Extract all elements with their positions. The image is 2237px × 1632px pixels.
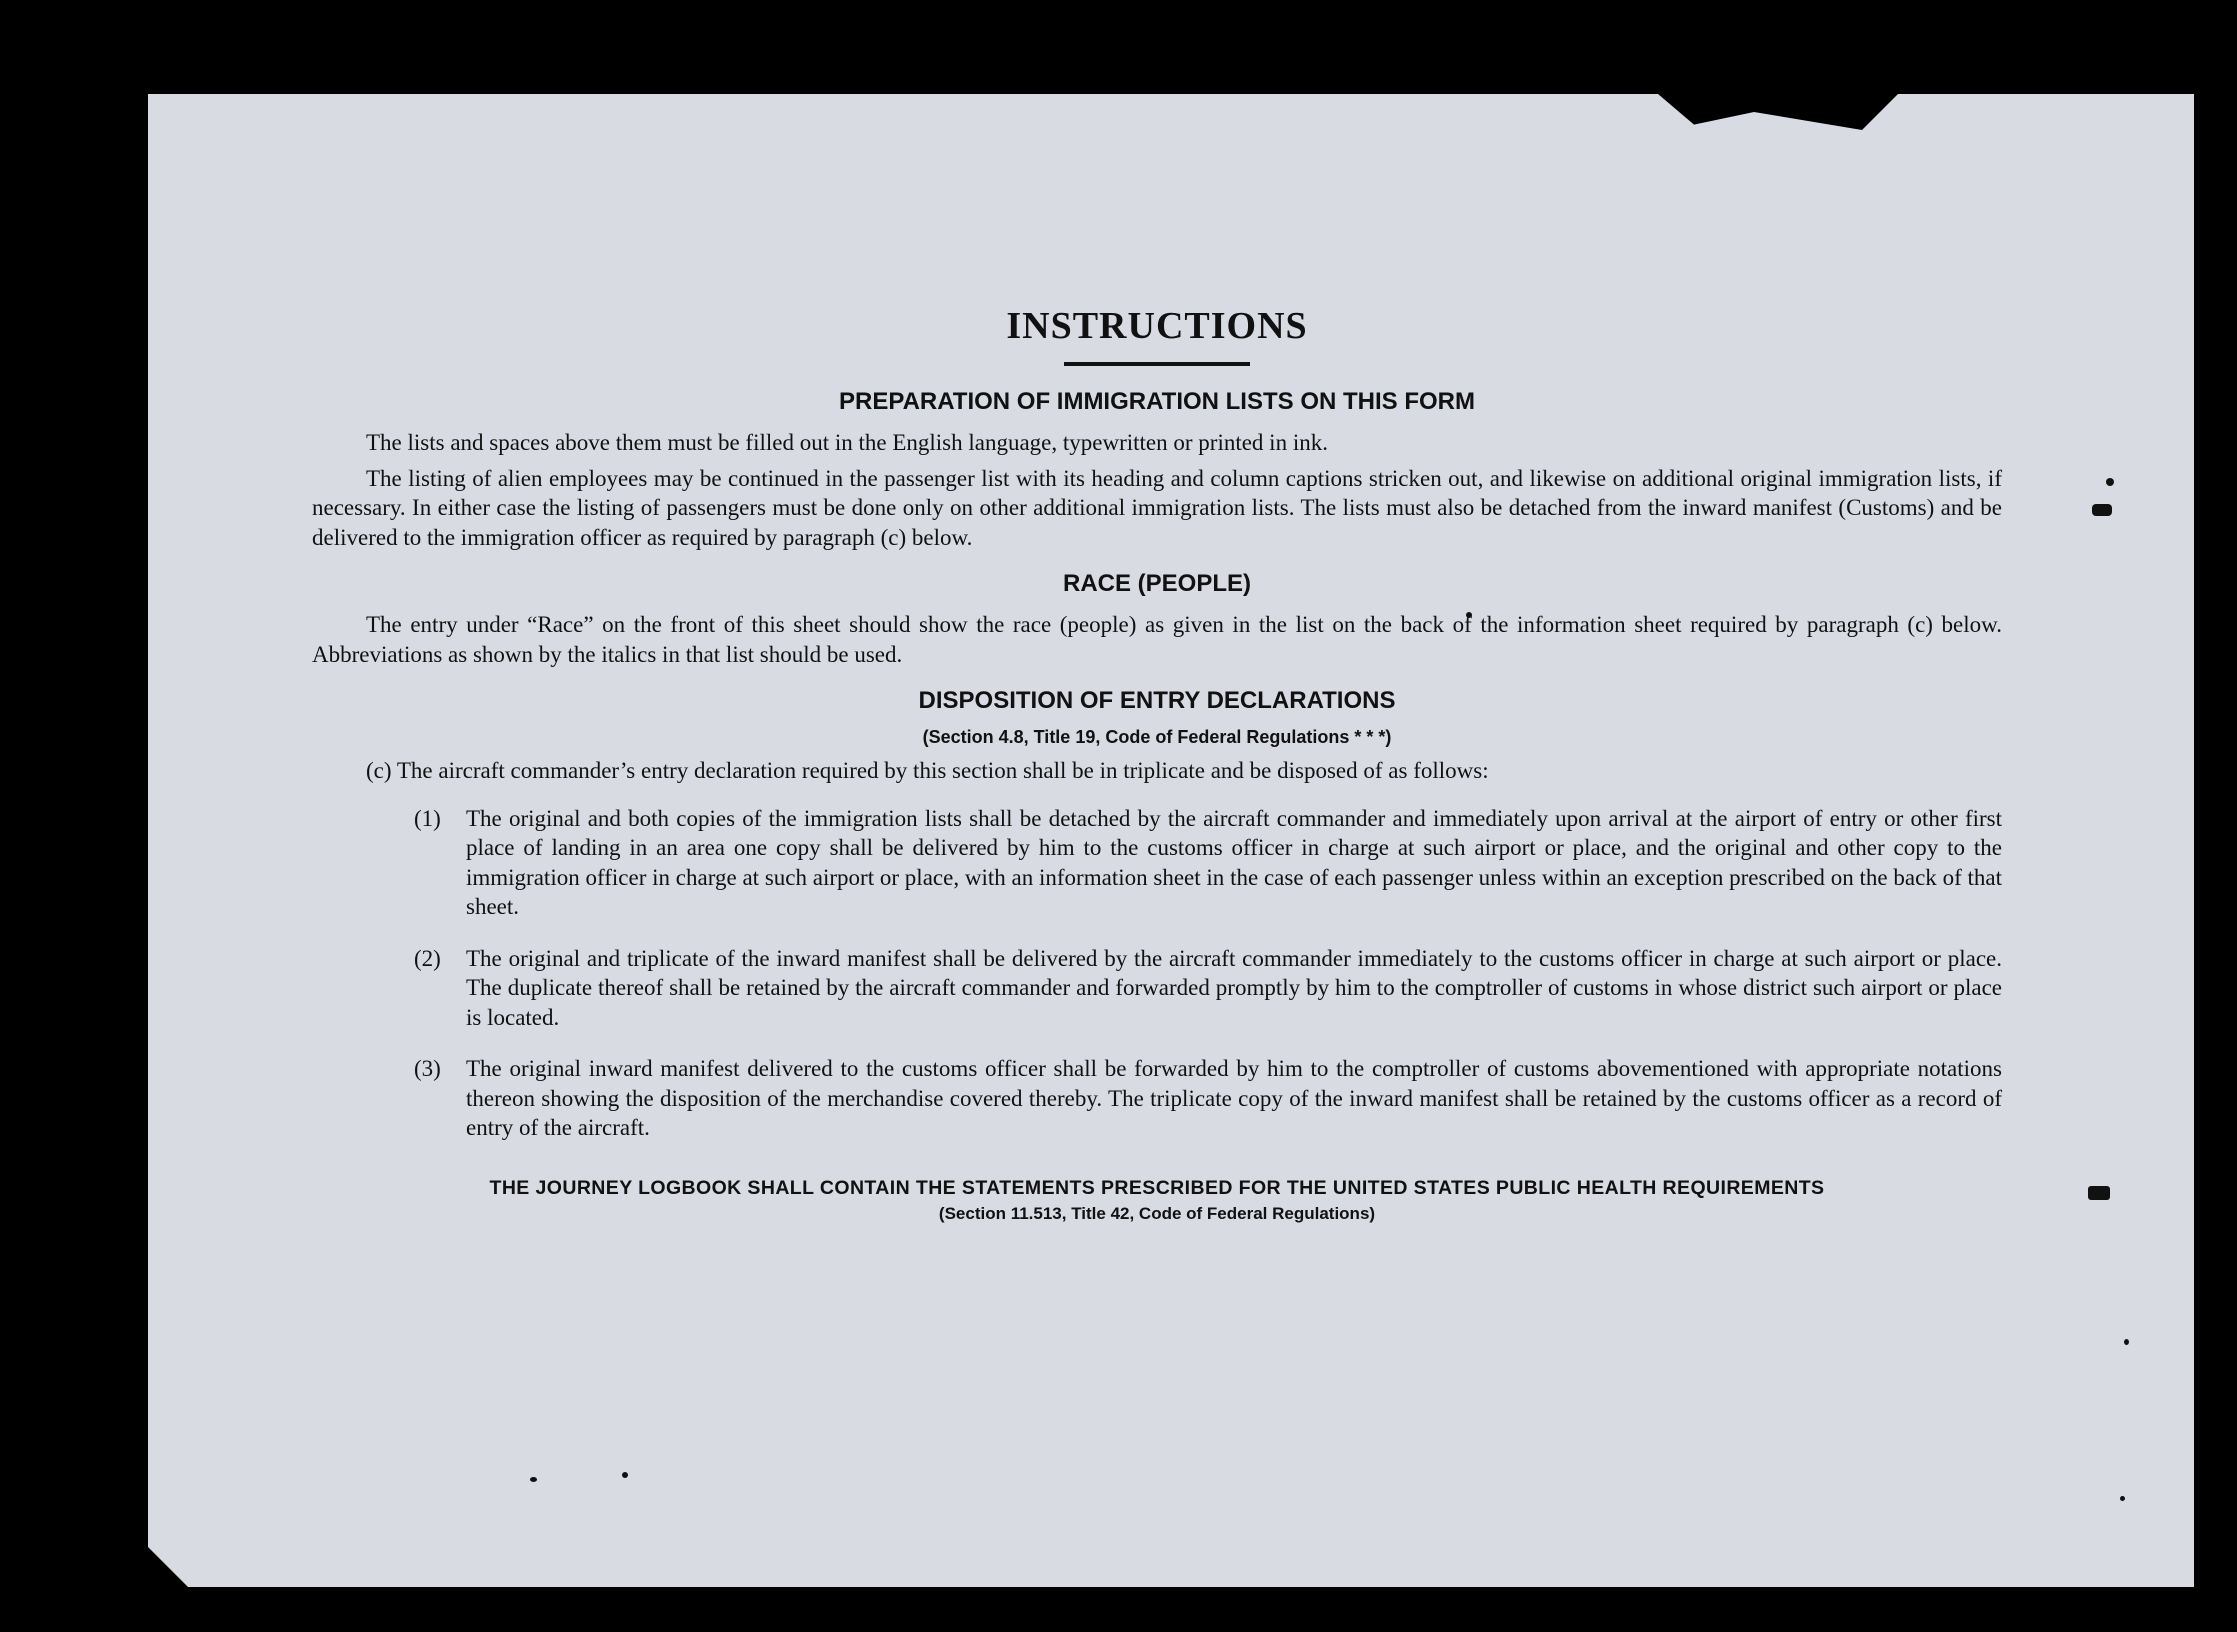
list-item-number: (3) — [414, 1056, 441, 1081]
list-item — [414, 804, 2002, 922]
list-item — [414, 1054, 2002, 1143]
torn-corner — [1658, 94, 1898, 130]
disposition-citation: (Section 4.8, Title 19, Code of Federal Regulations * * *) — [922, 727, 1392, 747]
section-heading-preparation: PREPARATION OF IMMIGRATION LISTS ON THIS FORM — [839, 388, 1475, 415]
ink-speck — [2124, 1339, 2129, 1345]
ink-speck — [2092, 504, 2112, 516]
paragraph-race: The entry under “Race” on the front of this sheet should show the race (people) as given in the list on the back of the information sheet required by paragraph (c) below. Abbreviations as shown by the italics in that list should be used. — [312, 612, 2002, 667]
list-item-text: The original and both copies of the immigration lists shall be detached by the aircraft commander and immediately upon arrival at the airport of entry or other first place of landing in an area one copy shall be delivered by him to the customs officer in charge at such airport or place, and the original and other copy to the immigration officer in charge at such airport or place, with an information sheet in the case of each passenger unless within an exception prescribed on the back of that sheet. — [466, 805, 2002, 919]
list-item-text: The original and triplicate of the inward manifest shall be delivered by the aircraft commander immediately to the customs officer in charge at such airport or place. The duplicate thereof shall be retained by the aircraft commander and forwarded promptly by him to the comptroller of customs in whose district such airport or place is located. — [466, 945, 2002, 1030]
section-heading-disposition: DISPOSITION OF ENTRY DECLARATIONS — [918, 687, 1396, 714]
document-page — [148, 94, 2194, 1587]
paragraph-preparation-1: The lists and spaces above them must be filled out in the English language, typewritten or printed in ink. — [366, 430, 1328, 455]
ink-speck — [2106, 478, 2114, 486]
health-requirements-citation: (Section 11.513, Title 42, Code of Federal Regulations) — [938, 1203, 1376, 1223]
folded-corner — [148, 1547, 188, 1587]
list-item-text: The original inward manifest delivered to the customs officer shall be forwarded by him to the comptroller of customs abovementioned with appropriate notations thereon showing the disposition of the merchandise covered thereby. The triplicate copy of the inward manifest shall be retained by the customs officer as a record of entry of the aircraft. — [466, 1056, 2002, 1140]
paragraph-preparation-2: The listing of alien employees may be continued in the passenger list with its heading and column captions stricken out, and likewise on additional original immigration lists, if necessary. In either case the listing of passengers must be done only on other additional immigration lists. The lists must also be detached from the inward manifest (Customs) and be delivered to the immigration officer as required by paragraph (c) below. — [312, 465, 2002, 550]
disposition-intro: (c) The aircraft commander’s entry declaration required by this section shall be in triplicate and be disposed of as follows: — [366, 758, 1489, 783]
list-item-number: (1) — [414, 805, 441, 831]
ink-speck — [530, 1477, 537, 1482]
health-requirements-statement: THE JOURNEY LOGBOOK SHALL CONTAIN THE STATEMENTS PRESCRIBED FOR THE UNITED STATES PUBLIC HEALTH REQUIREMENTS — [489, 1176, 1825, 1199]
list-item — [414, 944, 2002, 1033]
instructions-content — [312, 304, 2002, 1224]
ink-speck — [622, 1472, 628, 1478]
ink-speck — [2088, 1186, 2110, 1200]
section-heading-race: RACE (PEOPLE) — [1062, 570, 1251, 597]
ink-speck — [2120, 1496, 2125, 1501]
list-item-number: (2) — [414, 945, 441, 971]
title-underline — [1064, 362, 1250, 366]
page-title: INSTRUCTIONS — [1006, 305, 1308, 347]
